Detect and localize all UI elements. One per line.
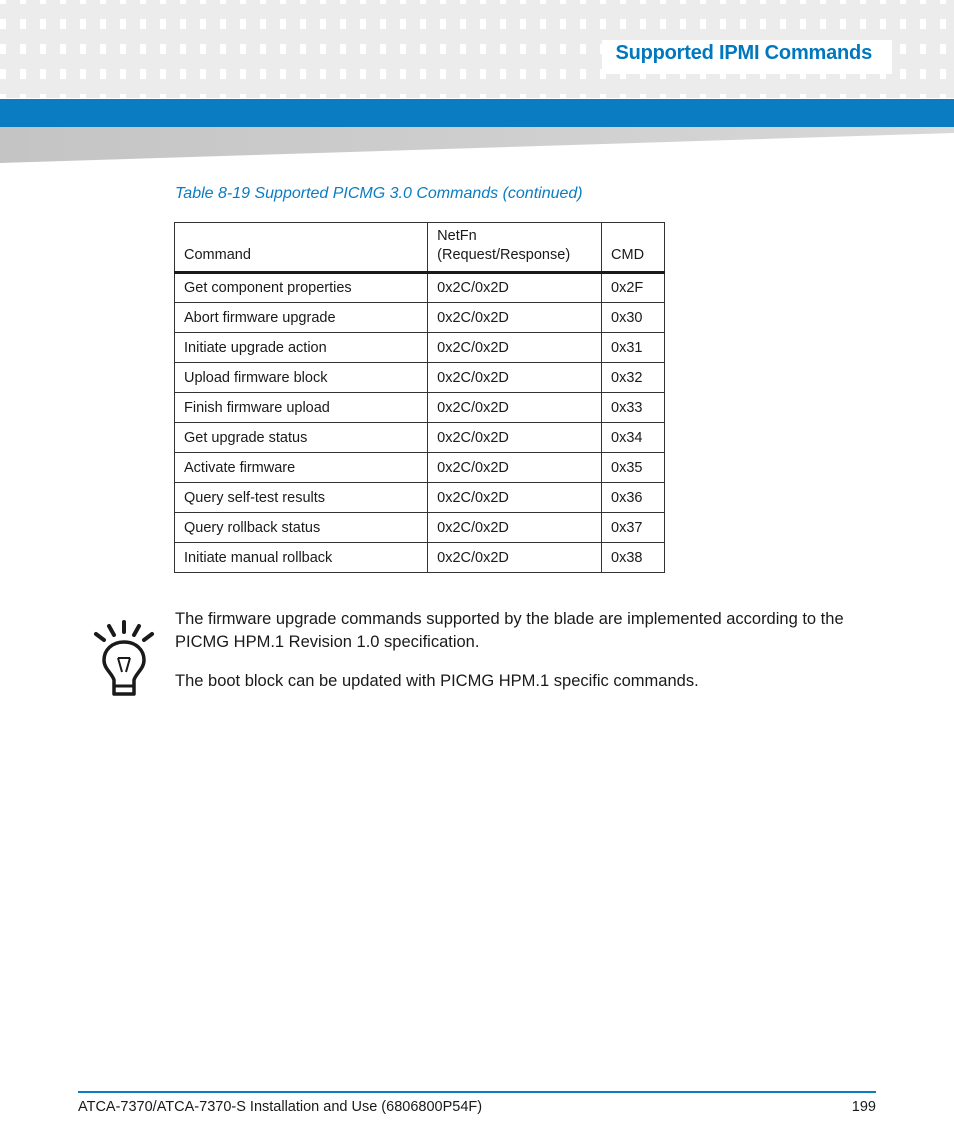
cell-command: Initiate manual rollback bbox=[175, 543, 428, 573]
header-cmd: CMD bbox=[602, 223, 665, 273]
cell-command: Get upgrade status bbox=[175, 423, 428, 453]
header-netfn-line1: NetFn bbox=[437, 228, 477, 244]
cell-cmd: 0x32 bbox=[602, 363, 665, 393]
table-row bbox=[175, 453, 665, 483]
note-text bbox=[175, 608, 855, 709]
table-row bbox=[175, 423, 665, 453]
cell-cmd: 0x36 bbox=[602, 483, 665, 513]
cell-netfn: 0x2C/0x2D bbox=[428, 333, 602, 363]
table-row bbox=[175, 303, 665, 333]
cell-cmd: 0x30 bbox=[602, 303, 665, 333]
cell-cmd: 0x35 bbox=[602, 453, 665, 483]
cell-cmd: 0x2F bbox=[602, 273, 665, 303]
section-title: Supported IPMI Commands bbox=[615, 42, 872, 64]
footer-document-title: ATCA-7370/ATCA-7370-S Installation and Use (6806800P54F) bbox=[78, 1099, 483, 1115]
cell-cmd: 0x38 bbox=[602, 543, 665, 573]
header-gray-wedge bbox=[0, 127, 954, 163]
cell-cmd: 0x34 bbox=[602, 423, 665, 453]
table-row bbox=[175, 513, 665, 543]
cell-command: Get component properties bbox=[175, 273, 428, 303]
lightbulb-icon bbox=[93, 620, 155, 698]
cell-netfn: 0x2C/0x2D bbox=[428, 543, 602, 573]
cell-netfn: 0x2C/0x2D bbox=[428, 393, 602, 423]
cell-netfn: 0x2C/0x2D bbox=[428, 483, 602, 513]
table-caption: Table 8-19 Supported PICMG 3.0 Commands (continued) bbox=[175, 185, 583, 202]
note-paragraph-1: The firmware upgrade commands supported by the blade are implemented according to the PICMG HPM.1 Revision 1.0 specification. bbox=[175, 610, 844, 651]
picmg-commands-table bbox=[174, 222, 665, 573]
cell-netfn: 0x2C/0x2D bbox=[428, 423, 602, 453]
header-netfn bbox=[428, 223, 602, 273]
cell-netfn: 0x2C/0x2D bbox=[428, 303, 602, 333]
cell-command: Initiate upgrade action bbox=[175, 333, 428, 363]
note-paragraph-2: The boot block can be updated with PICMG HPM.1 specific commands. bbox=[175, 672, 699, 690]
table-row bbox=[175, 393, 665, 423]
table-row bbox=[175, 273, 665, 303]
cell-netfn: 0x2C/0x2D bbox=[428, 453, 602, 483]
table-row bbox=[175, 363, 665, 393]
cell-command: Abort firmware upgrade bbox=[175, 303, 428, 333]
header-command: Command bbox=[175, 223, 428, 273]
table-row bbox=[175, 333, 665, 363]
cell-cmd: 0x33 bbox=[602, 393, 665, 423]
footer-rule bbox=[78, 1091, 876, 1093]
cell-netfn: 0x2C/0x2D bbox=[428, 363, 602, 393]
cell-command: Query self-test results bbox=[175, 483, 428, 513]
table-row bbox=[175, 483, 665, 513]
cell-netfn: 0x2C/0x2D bbox=[428, 513, 602, 543]
cell-netfn: 0x2C/0x2D bbox=[428, 273, 602, 303]
cell-command: Activate firmware bbox=[175, 453, 428, 483]
table-header-row bbox=[175, 223, 665, 273]
cell-cmd: 0x31 bbox=[602, 333, 665, 363]
cell-command: Upload firmware block bbox=[175, 363, 428, 393]
header-netfn-line2: (Request/Response) bbox=[437, 247, 571, 263]
cell-cmd: 0x37 bbox=[602, 513, 665, 543]
cell-command: Query rollback status bbox=[175, 513, 428, 543]
cell-command: Finish firmware upload bbox=[175, 393, 428, 423]
page-number: 199 bbox=[851, 1099, 876, 1115]
header-blue-bar bbox=[0, 99, 954, 127]
table-row bbox=[175, 543, 665, 573]
